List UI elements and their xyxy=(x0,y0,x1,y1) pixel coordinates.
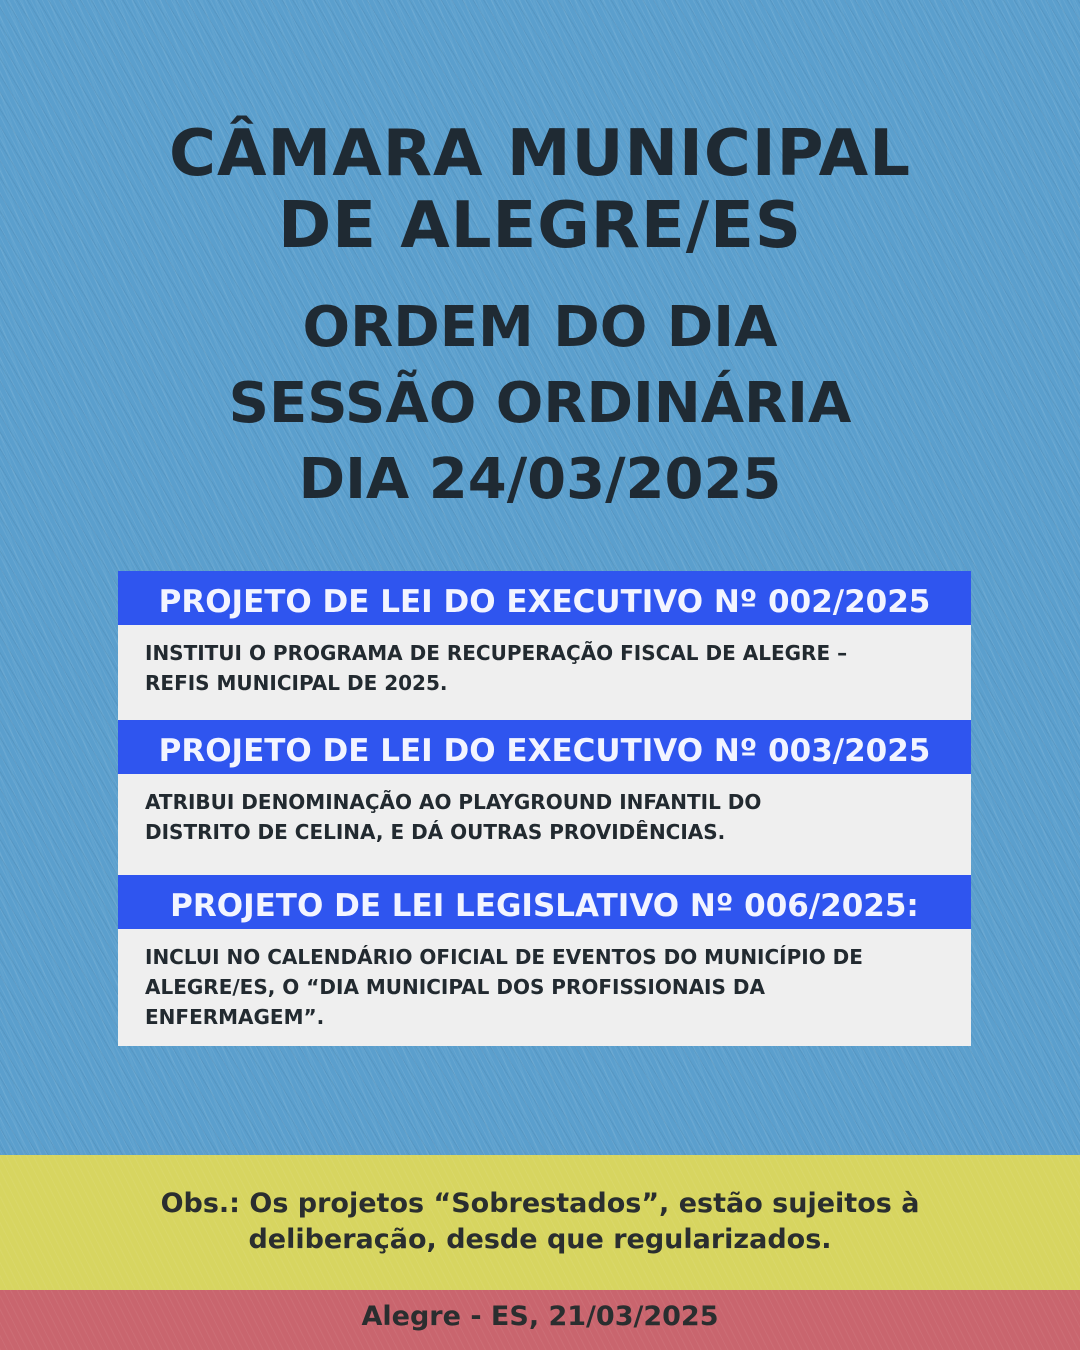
description-line: INSTITUI O PROGRAMA DE RECUPERAÇÃO FISCAL DE ALEGRE – xyxy=(145,641,848,665)
agenda-item xyxy=(118,875,971,1046)
place-date: Alegre - ES, 21/03/2025 xyxy=(361,1301,719,1332)
agenda-list xyxy=(118,571,971,1046)
agenda-item-heading: PROJETO DE LEI DO EXECUTIVO Nº 003/2025 xyxy=(118,720,971,774)
description-line: ATRIBUI DENOMINAÇÃO AO PLAYGROUND INFANTIL DO xyxy=(145,790,762,814)
agenda-item-heading: PROJETO DE LEI DO EXECUTIVO Nº 002/2025 xyxy=(118,571,971,625)
main-title-line-1: CÂMARA MUNICIPAL xyxy=(169,117,911,191)
main-title xyxy=(0,118,1080,262)
session-title-line-2: SESSÃO ORDINÁRIA xyxy=(228,371,852,436)
session-title xyxy=(0,290,1080,518)
session-date: DIA 24/03/2025 xyxy=(298,447,782,512)
description-line: INCLUI NO CALENDÁRIO OFICIAL DE EVENTOS DO MUNICÍPIO DE xyxy=(145,945,863,969)
observation-note xyxy=(0,1186,1080,1258)
description-line: DISTRITO DE CELINA, E DÁ OUTRAS PROVIDÊNCIAS. xyxy=(145,820,726,844)
description-line: ALEGRE/ES, O “DIA MUNICIPAL DOS PROFISSIONAIS DA xyxy=(145,975,765,999)
main-title-line-2: DE ALEGRE/ES xyxy=(278,189,802,263)
description-line: ENFERMAGEM”. xyxy=(145,1005,325,1029)
agenda-item-heading: PROJETO DE LEI LEGISLATIVO Nº 006/2025: xyxy=(118,875,971,929)
session-title-line-1: ORDEM DO DIA xyxy=(302,295,778,360)
agenda-item xyxy=(118,571,971,720)
agenda-item-description xyxy=(118,774,971,875)
observation-line-1: Obs.: Os projetos “Sobrestados”, estão sujeitos à xyxy=(160,1188,920,1219)
agenda-item xyxy=(118,720,971,875)
agenda-item-description xyxy=(118,625,971,720)
agenda-item-description xyxy=(118,929,971,1046)
observation-line-2: deliberação, desde que regularizados. xyxy=(248,1224,832,1255)
description-line: REFIS MUNICIPAL DE 2025. xyxy=(145,671,448,695)
